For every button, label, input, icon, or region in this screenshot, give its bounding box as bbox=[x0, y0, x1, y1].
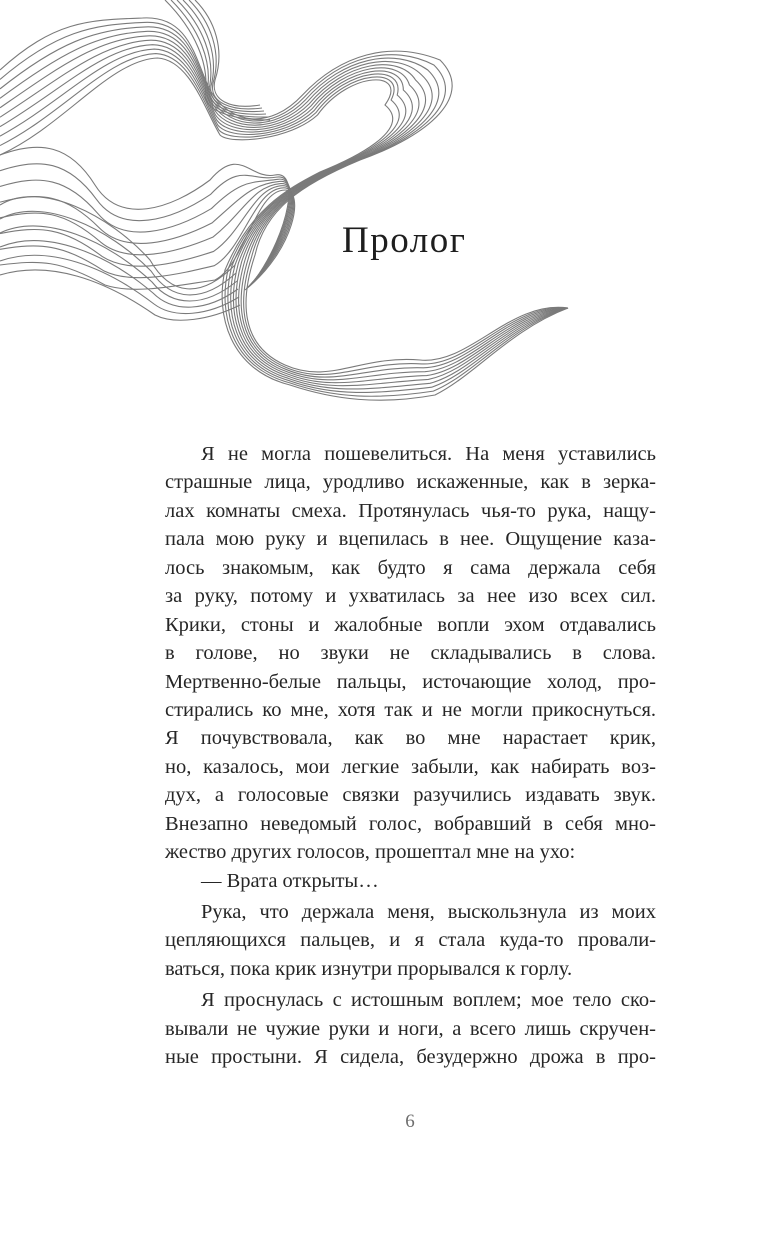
text-line: но, казалось, мои легкие забыли, как набирать воз- bbox=[165, 755, 656, 778]
text-line: Я проснулась с истошным воплем; мое тело ско- bbox=[201, 989, 656, 1012]
chapter-title: Пролог bbox=[342, 220, 467, 261]
text-line: стирались ко мне, хотя так и не могли прикоснуться. bbox=[165, 698, 656, 721]
paragraph-dialogue bbox=[165, 867, 656, 895]
text-line: Внезапно неведомый голос, вобравший в себя мно- bbox=[165, 812, 656, 835]
text-line: пала мою руку и вцепилась в нее. Ощущение каза- bbox=[165, 528, 656, 551]
text-line: ваться, пока крик изнутри прорывался к горлу. bbox=[165, 957, 573, 980]
text-line: цепляющихся пальцев, и я стала куда-то провали- bbox=[165, 929, 656, 952]
text-line: страшные лица, уродливо искаженные, как в зерка- bbox=[165, 471, 656, 494]
text-line: в голове, но звуки не складывались в слова. bbox=[165, 642, 656, 665]
paragraph bbox=[165, 898, 656, 983]
text-line: Крики, стоны и жалобные вопли эхом отдавались bbox=[165, 613, 656, 636]
text-line: дух, а голосовые связки разучились издавать звук. bbox=[165, 784, 656, 807]
chapter-body bbox=[165, 440, 656, 1072]
text-line: за руку, потому и ухватилась за нее изо всех сил. bbox=[165, 585, 656, 608]
text-line: Я не могла пошевелиться. На меня уставились bbox=[201, 443, 656, 465]
text-line: Рука, что держала меня, выскользнула из моих bbox=[201, 901, 656, 923]
paragraph bbox=[165, 986, 656, 1071]
text-line: вывали не чужие руки и ноги, а всего лишь скручен- bbox=[165, 1017, 656, 1040]
text-line: лах комнаты смеха. Протянулась чья-то рука, нащу- bbox=[165, 499, 656, 522]
text-line: жество других голосов, прошептал мне на ухо: bbox=[165, 841, 576, 864]
text-line: — Врата открыты… bbox=[201, 869, 379, 892]
text-line: лось знакомым, как будто я сама держала себя bbox=[165, 556, 656, 579]
text-line: ные простыни. Я сидела, безудержно дрожа в про- bbox=[165, 1046, 656, 1069]
wave-ornament-icon bbox=[0, 0, 768, 430]
text-line: Я почувствовала, как во мне нарастает крик, bbox=[165, 727, 656, 750]
page-number: 6 bbox=[405, 1111, 415, 1132]
paragraph bbox=[165, 440, 656, 867]
text-line: Мертвенно-белые пальцы, источающие холод, про- bbox=[165, 670, 656, 693]
